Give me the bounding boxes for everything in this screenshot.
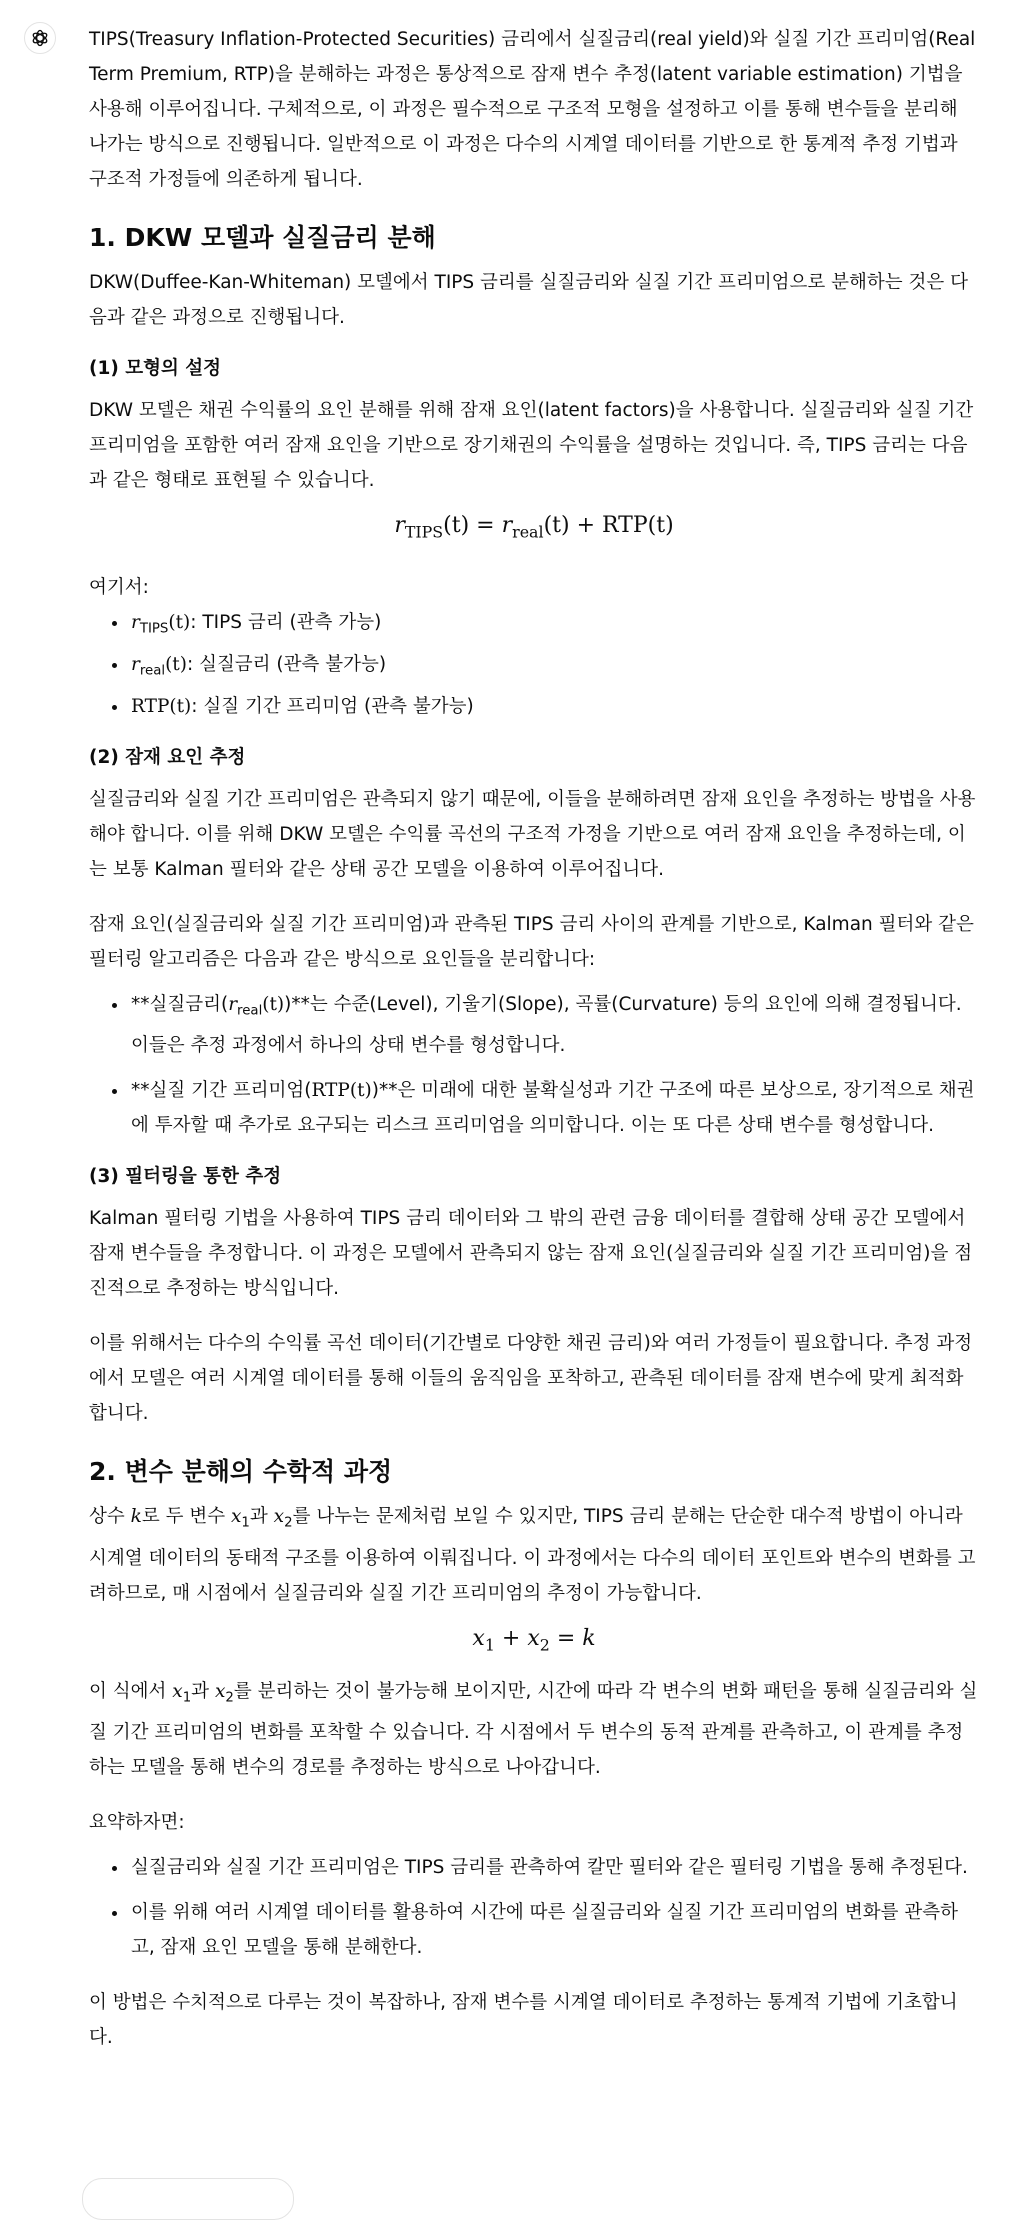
sub3-heading: (3) 필터링을 통한 추정 — [89, 1166, 282, 1188]
section1-intro: DKW(Duffee-Kan-Whiteman) 모델에서 TIPS 금리를 실질금리와 실질 기간 프리미엄으로 분해하는 것은 다음과 같은 과정으로 진행됩니다. — [89, 272, 968, 328]
section2-paragraph-2: 이 식에서 $x_1$과 $x_2$를 분리하는 것이 불가능해 보이지만, 시간에 따라 각 변수의 변화 패턴을 통해 실질금리와 실질 기간 프리미엄의 변화를 포착할 수 있습니다. 각 시점에서 두 변수의 동적 관계를 관측하고, 이 관계를 추정하는 모델을 통해 변수의 경로를 추정하는 방식으로 나아갑니다. — [89, 1680, 978, 1779]
conclusion-paragraph: 이 방법은 수치적으로 다루는 것이 복잡하나, 잠재 변수를 시계열 데이터로 추정하는 통계적 기법에 기초합니다. — [89, 1992, 958, 2049]
summary-label: 요약하자면: — [89, 1812, 185, 1834]
sub2-heading: (2) 잠재 요인 추정 — [89, 746, 246, 768]
summary-list — [89, 1850, 979, 1965]
openai-logo-icon — [30, 28, 50, 48]
sub1-heading: (1) 모형의 설정 — [89, 358, 222, 379]
list-item: • 실질금리와 실질 기간 프리미엄은 TIPS 금리를 관측하여 칼만 필터와 같은 필터링 기법을 통해 추정된다. — [129, 1850, 979, 1885]
variable-list — [89, 605, 979, 723]
list-item: • RTP(t): 실질 기간 프리미엄 (관측 불가능) — [129, 689, 979, 724]
sub2-paragraph-2: 잠재 요인(실질금리와 실질 기간 프리미엄)과 관측된 TIPS 금리 사이의 관계를 기반으로, Kalman 필터와 같은 필터링 알고리즘은 다음과 같은 방식으로 요인들을 분리합니다: — [89, 913, 974, 970]
where-label: 여기서: — [89, 577, 149, 599]
sub2-paragraph-1: 실질금리와 실질 기간 프리미엄은 관측되지 않기 때문에, 이들을 분해하려면 잠재 요인을 추정하는 방법을 사용해야 합니다. 이를 위해 DKW 모델은 수익률 곡선의 구조적 가정을 기반으로 여러 잠재 요인을 추정하는데, 이는 보통 Kalman 필터와 같은 상태 공간 모델을 이용하여 이루어집니다. — [89, 788, 976, 880]
tips-equation: $r_{TIPS}(t) = r_{real}(t) + RTP(t)$ — [394, 513, 674, 542]
list-item: • **실질금리$(r_{real}(t))**$는 수준(Level), 기울기(Slope), 곡률(Curvature) 등의 요인에 의해 결정됩니다. 이들은 추정 과정에서 하나의 상태 변수를 형성합니다. — [129, 987, 979, 1064]
sub3-paragraph-2: 이를 위해서는 다수의 수익률 곡선 데이터(기간별로 다양한 채권 금리)와 여러 가정들이 필요합니다. 추정 과정에서 모델은 여러 시계열 데이터를 통해 이들의 움직임을 포착하고, 관측된 데이터를 잠재 변수에 맞게 최적화합니다. — [89, 1333, 973, 1425]
factor-list — [89, 987, 979, 1144]
sub3-paragraph-1: Kalman 필터링 기법을 사용하여 TIPS 금리 데이터와 그 밖의 관련 금융 데이터를 결합해 상태 공간 모델에서 잠재 변수들을 추정합니다. 이 과정은 모델에서 관측되지 않는 잠재 요인(실질금리와 실질 기간 프리미엄)을 점진적으로 추정하는 방식입니다. — [89, 1208, 973, 1300]
section2-paragraph-1: 상수 k로 두 변수 $x_1$과 $x_2$를 나누는 문제처럼 보일 수 있지만, TIPS 금리 분해는 단순한 대수적 방법이 아니라 시계열 데이터의 동태적 구조를 이용하여 이뤄집니다. 이 과정에서는 다수의 데이터 포인트와 변수의 변화를 고려하므로, 매 시점에서 실질금리와 실질 기간 프리미엄의 추정이 가능합니다. — [89, 1506, 976, 1605]
sum-equation: $x_1 + x_2 = k$ — [472, 1626, 596, 1655]
assistant-message — [89, 22, 979, 2055]
list-item: • $r_{real}(t)$: 실질금리 (관측 불가능) — [129, 647, 979, 689]
section2-heading: 2. 변수 분해의 수학적 과정 — [89, 1457, 393, 1487]
list-item: • 이를 위해 여러 시계열 데이터를 활용하여 시간에 따른 실질금리와 실질 기간 프리미엄의 변화를 관측하고, 잠재 요인 모델을 통해 분해한다. — [129, 1895, 979, 1965]
message-action-bar[interactable] — [82, 2178, 294, 2220]
list-item: • $r_{TIPS}(t)$: TIPS 금리 (관측 가능) — [129, 605, 979, 647]
sub1-text: DKW 모델은 채권 수익률의 요인 분해를 위해 잠재 요인(latent factors)을 사용합니다. 실질금리와 실질 기간 프리미엄을 포함한 여러 잠재 요인을 기반으로 장기채권의 수익률을 설명하는 것입니다. 즉, TIPS 금리는 다음과 같은 형태로 표현될 수 있습니다. — [89, 400, 974, 491]
intro-paragraph: TIPS(Treasury Inflation-Protected Securities) 금리에서 실질금리(real yield)와 실질 기간 프리미엄(Real Term Premium, RTP)을 분해하는 과정은 통상적으로 잠재 변수 추정(latent variable estimation) 기법을 사용해 이루어집니다. 구체적으로, 이 과정은 필수적으로 구조적 모형을 설정하고 이를 통해 변수들을 분리해 나가는 방식으로 진행됩니다. 일반적으로 이 과정은 다수의 시계열 데이터를 기반으로 한 통계적 추정 기법과 구조적 가정들에 의존하게 됩니다. — [89, 29, 976, 190]
list-item: • **실질 기간 프리미엄(RTP(t))**은 미래에 대한 불확실성과 기간 구조에 따른 보상으로, 장기적으로 채권에 투자할 때 추가로 요구되는 리스크 프리미엄을 의미합니다. 이는 또 다른 상태 변수를 형성합니다. — [129, 1073, 979, 1143]
section1-heading: 1. DKW 모델과 실질금리 분해 — [89, 223, 436, 252]
assistant-avatar — [24, 22, 56, 54]
